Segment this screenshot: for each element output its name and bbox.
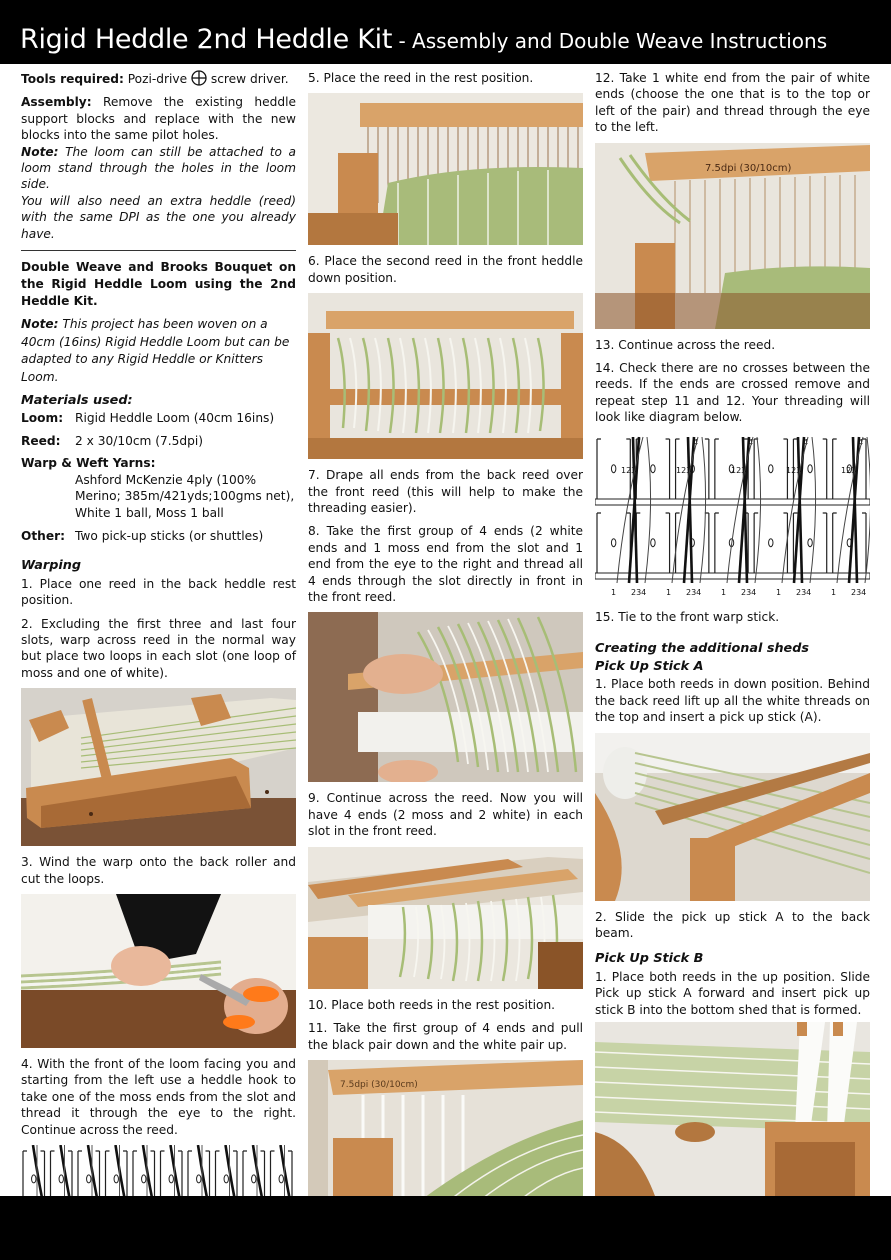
step-11: 11. Take the first group of 4 ends and pull the black pair down and the white pair up. <box>308 1021 583 1052</box>
loom-row <box>21 410 296 426</box>
page-title <box>20 24 827 55</box>
note1-label: Note: <box>21 144 59 159</box>
note1-text: The loom can still be attached to a loom stand through the holes in the loom side. <box>21 144 296 192</box>
diagram2-bottom-number-a: 1 <box>721 587 727 597</box>
diagram2-bottom-number-b: 234 <box>796 587 812 597</box>
step-13: 13. Continue across the reed. <box>595 337 776 352</box>
note1-paragraph <box>21 144 296 193</box>
diagram2-bottom-number-b: 234 <box>631 587 647 597</box>
diagram2-bottom-number-b: 234 <box>686 587 702 597</box>
diagram2-bottom-number-a: 1 <box>666 587 672 597</box>
stick-a-heading: Pick Up Stick A <box>595 658 704 674</box>
other-value: Two pick-up sticks (or shuttles) <box>75 528 264 543</box>
note2-text: This project has been woven on a 40cm (16ins) Rigid Heddle Loom but can be adapted to any Rigid Heddle or Knitters Loom. <box>21 317 290 384</box>
diagram2-mid-number: 123 <box>676 465 692 475</box>
photo-reeds-rest <box>308 847 583 989</box>
diagram2-bottom-number-b: 234 <box>851 587 867 597</box>
photo-second-reed <box>308 293 583 459</box>
photo-pull-pairs <box>308 1060 583 1210</box>
reed-label: Reed: <box>21 433 61 448</box>
assembly-label: Assembly: <box>21 95 92 110</box>
reed-label-text-2: 7.5dpi (30/10cm) <box>705 162 792 174</box>
note2-label: Note: <box>21 317 59 332</box>
extra-heddle-note: You will also need an extra heddle (reed) with the same DPI as the one you already have. <box>21 193 296 241</box>
step-10: 10. Place both reeds in the rest position. <box>308 997 556 1012</box>
footer-bar <box>0 1196 891 1260</box>
divider <box>21 250 296 251</box>
diagram2-mid-number: 123 <box>786 465 802 475</box>
photo-reed-rest <box>308 93 583 245</box>
column-3 <box>595 70 870 1244</box>
diagram2-bottom-number-b: 234 <box>741 587 757 597</box>
diagram2-mid-number: 123 <box>621 465 637 475</box>
tools-paragraph <box>21 70 296 87</box>
step-5: 5. Place the reed in the rest position. <box>308 71 534 85</box>
stick-a-step-1: 1. Place both reeds in down position. Behind the back reed lift up all the white threads on the top and insert a pick up stick (A). <box>595 677 870 725</box>
title-subtitle: - Assembly and Double Weave Instructions <box>392 29 828 53</box>
header-bar <box>0 0 891 64</box>
step-14: 14. Check there are no crosses between the reeds. If the ends are crossed remove and repeat step 11 and 12. Your threading will look like diagram below. <box>595 361 870 425</box>
step-9: 9. Continue across the reed. Now you will have 4 ends (2 moss and 2 white) in each slot in the front reed. <box>308 791 583 839</box>
step-12: 12. Take 1 white end from the pair of white ends (choose the one that is to the top or left of the pair) and thread through the eye to the left. <box>595 71 870 135</box>
diagram2-bottom-number-a: 1 <box>831 587 837 597</box>
loom-value: Rigid Heddle Loom (40cm 16ins) <box>75 411 275 426</box>
assembly-text: Remove the existing heddle support blocks and replace with the new blocks into the same pilot holes. <box>21 95 296 143</box>
content-area <box>0 64 891 1196</box>
step-15: 15. Tie to the front warp stick. <box>595 610 780 625</box>
title-main: Rigid Heddle 2nd Heddle Kit <box>20 24 393 55</box>
photo-threading-front-reed <box>308 612 583 782</box>
reed-label-text-1: 7.5dpi (30/10cm) <box>340 1079 418 1090</box>
pozidrive-icon <box>191 70 207 86</box>
photo-pickup-stick-b <box>595 1022 870 1196</box>
yarns-label: Warp & Weft Yarns: <box>21 456 156 471</box>
diagram2-top-number: 4 <box>693 437 699 447</box>
other-label: Other: <box>21 528 66 543</box>
step-3: 3. Wind the warp onto the back roller and cut the loops. <box>21 855 296 886</box>
column-1 <box>21 70 296 1235</box>
diagram2-bottom-number-a: 1 <box>611 587 617 597</box>
note2-paragraph <box>21 316 296 386</box>
materials-heading: Materials used: <box>21 393 133 409</box>
step-6: 6. Place the second reed in the front heddle down position. <box>308 254 583 285</box>
diagram2-bottom-number-a: 1 <box>776 587 782 597</box>
tools-text-a: Pozi-drive <box>123 72 191 86</box>
photo-warped-loom <box>21 688 296 846</box>
stick-b-heading: Pick Up Stick B <box>595 951 704 967</box>
sheds-heading: Creating the additional sheds <box>595 641 810 657</box>
other-row <box>21 528 296 544</box>
reed-value: 2 x 30/10cm (7.5dpi) <box>75 433 204 448</box>
project-title: Double Weave and Brooks Bouquet on the Rigid Heddle Loom using the 2nd Heddle Kit. <box>21 260 296 309</box>
column-2 <box>308 70 583 1218</box>
tools-label: Tools required: <box>21 72 124 86</box>
threading-diagram-2 <box>595 433 870 603</box>
step-8: 8. Take the first group of 4 ends (2 white ends and 1 moss end from the slot and 1 end from the eye to the right and thread all 4 ends through the slot directly in front in the front reed. <box>308 524 583 605</box>
diagram2-mid-number: 123 <box>731 465 747 475</box>
stick-b-step-1: 1. Place both reeds in the up position. Slide Pick up stick A forward and insert pick up stick B into the bottom shed that is formed. <box>595 969 870 1017</box>
photo-cutting-loops <box>21 894 296 1048</box>
stick-a-step-2: 2. Slide the pick up stick A to the back beam. <box>595 909 870 940</box>
assembly-paragraph <box>21 94 296 143</box>
step-7: 7. Drape all ends from the back reed over the front reed (this will help to make the threading easier). <box>308 468 583 516</box>
loom-label: Loom: <box>21 411 64 426</box>
warping-heading: Warping <box>21 558 82 574</box>
yarns-value: Ashford McKenzie 4ply (100% Merino; 385m/421yds;100gms net), White 1 ball, Moss 1 ball <box>75 472 295 520</box>
step-4: 4. With the front of the loom facing you and starting from the left use a heddle hook to take one of the moss ends from the slot and thread it through the eye to the right. Continue across the reed. <box>21 1056 296 1137</box>
step-2: 2. Excluding the first three and last four slots, warp across reed in the normal way but place two loops in each slot (one loop of moss and one of white). <box>21 616 296 680</box>
reed-row <box>21 433 296 449</box>
diagram2-top-number: 4 <box>748 437 754 447</box>
diagram2-top-number: 4 <box>803 437 809 447</box>
tools-text-b: screw driver. <box>207 72 289 86</box>
photo-pickup-stick-a <box>595 733 870 901</box>
diagram2-top-number: 4 <box>858 437 864 447</box>
photo-thread-eye <box>595 143 870 329</box>
diagram2-mid-number: 123 <box>841 465 857 475</box>
step-1: 1. Place one reed in the back heddle rest position. <box>21 576 296 608</box>
